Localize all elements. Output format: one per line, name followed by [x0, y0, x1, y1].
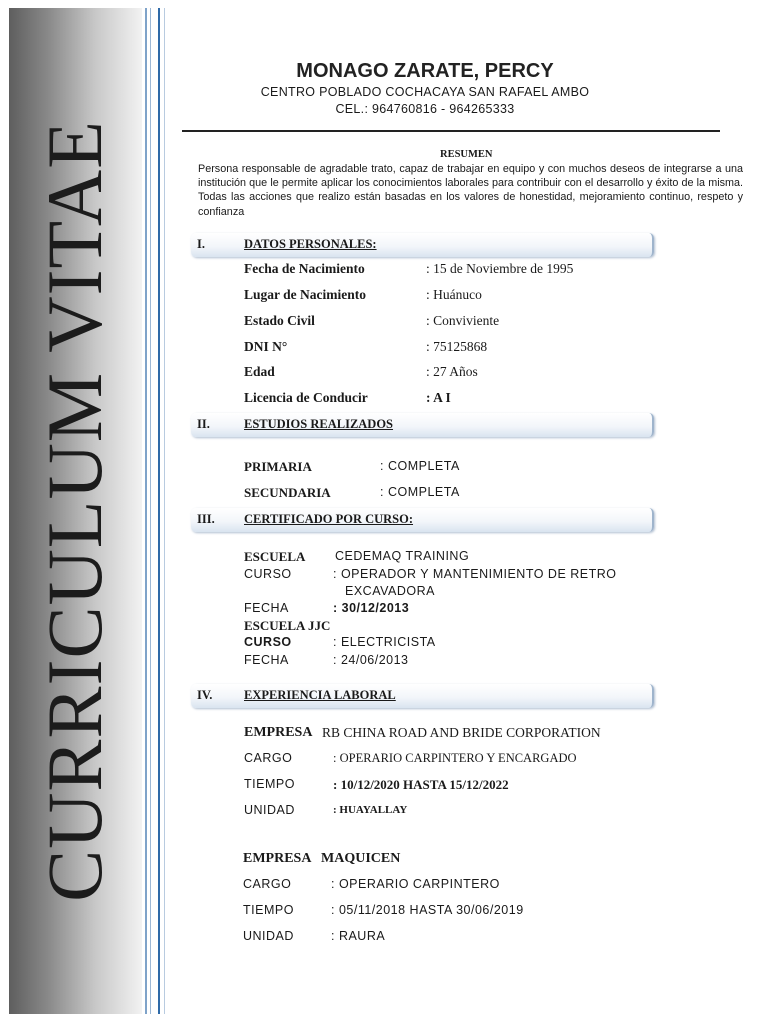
personal-label: Licencia de Conducir [244, 390, 368, 405]
personal-label: Lugar de Nacimiento [244, 287, 366, 302]
job-company: RB CHINA ROAD AND BRIDE CORPORATION [322, 725, 601, 740]
job-company: MAQUICEN [321, 851, 401, 866]
personal-value: : A I [426, 390, 451, 405]
cert-school-label: ESCUELA JJC [244, 618, 331, 633]
header-divider [182, 130, 720, 132]
personal-value: : 15 de Noviembre de 1995 [426, 261, 574, 276]
study-value: : COMPLETA [380, 459, 460, 473]
job-tiempo: : 10/12/2020 HASTA 15/12/2022 [333, 777, 509, 792]
section-header-personal [191, 233, 654, 257]
job-cargo-label: CARGO [243, 877, 292, 891]
job-unidad: : RAURA [331, 929, 386, 943]
cert-date: : 24/06/2013 [333, 653, 409, 667]
personal-value: : Conviviente [426, 313, 500, 328]
sidebar-line [164, 8, 165, 1014]
job-unidad: : HUAYALLAY [333, 804, 408, 816]
sidebar-line [158, 8, 160, 1014]
applicant-address: CENTRO POBLADO COCHACAYA SAN RAFAEL AMBO [260, 85, 590, 99]
job-company-label: EMPRESA [243, 851, 312, 866]
section-number: III. [197, 512, 215, 526]
cert-school: CEDEMAQ TRAINING [335, 549, 470, 563]
job-tiempo: : 05/11/2018 HASTA 30/06/2019 [331, 903, 524, 917]
applicant-phone: CEL.: 964760816 - 964265333 [335, 102, 515, 116]
job-cargo: : OPERARIO CARPINTERO Y ENCARGADO [333, 751, 577, 765]
section-title: EXPERIENCIA LABORAL [244, 688, 396, 702]
sidebar-line [145, 8, 147, 1014]
cert-course-label: CURSO [244, 567, 292, 581]
study-label: PRIMARIA [244, 459, 312, 474]
job-tiempo-label: TIEMPO [244, 777, 295, 791]
section-number: IV. [197, 688, 213, 702]
section-title: ESTUDIOS REALIZADOS [244, 417, 394, 431]
personal-value: : 75125868 [426, 339, 488, 354]
cert-school-label: ESCUELA [244, 549, 306, 564]
personal-value: : Huánuco [426, 287, 482, 302]
personal-value: : 27 Años [426, 364, 478, 379]
section-header-certificates [191, 508, 654, 532]
job-company-label: EMPRESA [244, 725, 313, 740]
section-title: DATOS PERSONALES: [244, 237, 377, 251]
section-number: II. [197, 417, 210, 431]
cert-course: : OPERADOR Y MANTENIMIENTO DE RETRO [333, 567, 617, 581]
cert-date-label: FECHA [244, 601, 289, 615]
cert-course-label: CURSO [244, 635, 292, 649]
personal-label: Estado Civil [244, 313, 315, 328]
study-label: SECUNDARIA [244, 485, 331, 500]
job-tiempo-label: TIEMPO [243, 903, 294, 917]
personal-label: DNI N° [244, 339, 288, 354]
section-title: CERTIFICADO POR CURSO: [244, 512, 414, 526]
section-header-experience [191, 684, 654, 708]
cert-date: : 30/12/2013 [333, 601, 410, 615]
cert-course: : ELECTRICISTA [333, 635, 436, 649]
resumen-text: Persona responsable de agradable trato, capaz de trabajar en equipo y con muchos deseos de integrarse a una institución que le permite aplicar los conocimientos laborales para contribuir con el desarrollo y éxito de la misma. Todas las acciones que realizo están basadas en los valores de honestidad, mejoramiento continuo, respeto y confianza [198, 163, 743, 218]
cert-course-cont: EXCAVADORA [345, 584, 435, 598]
cert-date-label: FECHA [244, 653, 289, 667]
sidebar-title: CURRICULUM VITAE [31, 120, 118, 902]
personal-label: Fecha de Nacimiento [244, 261, 365, 276]
section-header-studies [191, 413, 654, 437]
job-cargo-label: CARGO [244, 751, 293, 765]
applicant-name: MONAGO ZARATE, PERCY [296, 60, 554, 82]
study-value: : COMPLETA [380, 485, 460, 499]
personal-label: Edad [244, 364, 275, 379]
job-cargo: : OPERARIO CARPINTERO [331, 877, 500, 891]
resumen-title: RESUMEN [440, 149, 493, 160]
job-unidad-label: UNIDAD [244, 803, 295, 817]
section-number: I. [197, 237, 205, 251]
job-unidad-label: UNIDAD [243, 929, 294, 943]
sidebar-line [150, 8, 151, 1014]
